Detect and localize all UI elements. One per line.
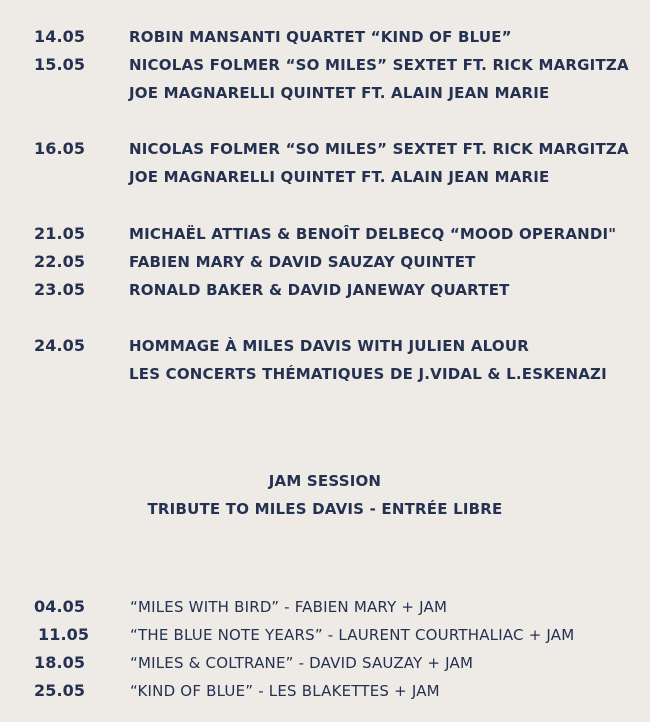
- concert-title: HOMMAGE À MILES DAVIS WITH JULIEN ALOUR: [129, 337, 529, 355]
- jam-row: [0, 649, 650, 677]
- jam-row: [0, 677, 650, 705]
- concert-title: NICOLAS FOLMER “SO MILES” SEXTET FT. RICK MARGITZA: [129, 140, 629, 158]
- jam-session-subheading: TRIBUTE TO MILES DAVIS - ENTRÉE LIBRE: [147, 500, 503, 518]
- jam-date: 25.05: [34, 681, 86, 700]
- concert-title: RONALD BAKER & DAVID JANEWAY QUARTET: [129, 281, 510, 299]
- concert-row: [0, 163, 650, 191]
- concert-title: JOE MAGNARELLI QUINTET FT. ALAIN JEAN MARIE: [129, 84, 550, 102]
- jam-title: “MILES & COLTRANE” - DAVID SAUZAY + JAM: [130, 654, 474, 672]
- concert-title: LES CONCERTS THÉMATIQUES DE J.VIDAL & L.ESKENAZI: [129, 365, 607, 383]
- concert-row: [0, 220, 650, 248]
- concert-date: 15.05: [34, 55, 86, 74]
- concert-row: [0, 51, 650, 79]
- jam-row: [0, 593, 650, 621]
- jam-row: [0, 621, 650, 649]
- concert-row: [0, 135, 650, 163]
- concert-title: ROBIN MANSANTI QUARTET “KIND OF BLUE”: [129, 28, 512, 46]
- concert-row: [0, 332, 650, 360]
- jam-session-heading: JAM SESSION: [268, 472, 382, 490]
- concert-row: [0, 23, 650, 51]
- concert-date: 23.05: [34, 280, 86, 299]
- jam-date: 11.05: [38, 625, 90, 644]
- jam-title: “THE BLUE NOTE YEARS” - LAURENT COURTHALIAC + JAM: [130, 626, 575, 644]
- concert-title: MICHAËL ATTIAS & BENOÎT DELBECQ “MOOD OPERANDI": [129, 225, 617, 243]
- concert-row: [0, 248, 650, 276]
- concert-date: 16.05: [34, 139, 86, 158]
- concert-date: 22.05: [34, 252, 86, 271]
- jam-date: 04.05: [34, 597, 86, 616]
- concert-date: 24.05: [34, 336, 86, 355]
- concert-title: FABIEN MARY & DAVID SAUZAY QUINTET: [129, 253, 476, 271]
- jam-title: “KIND OF BLUE” - LES BLAKETTES + JAM: [130, 682, 440, 700]
- concert-date: 21.05: [34, 224, 86, 243]
- jam-date: 18.05: [34, 653, 86, 672]
- concert-date: 14.05: [34, 27, 86, 46]
- concert-title: JOE MAGNARELLI QUINTET FT. ALAIN JEAN MARIE: [129, 168, 550, 186]
- jam-title: “MILES WITH BIRD” - FABIEN MARY + JAM: [130, 598, 448, 616]
- concert-row: [0, 360, 650, 388]
- concert-title: NICOLAS FOLMER “SO MILES” SEXTET FT. RICK MARGITZA: [129, 56, 629, 74]
- concert-row: [0, 79, 650, 107]
- concert-row: [0, 276, 650, 304]
